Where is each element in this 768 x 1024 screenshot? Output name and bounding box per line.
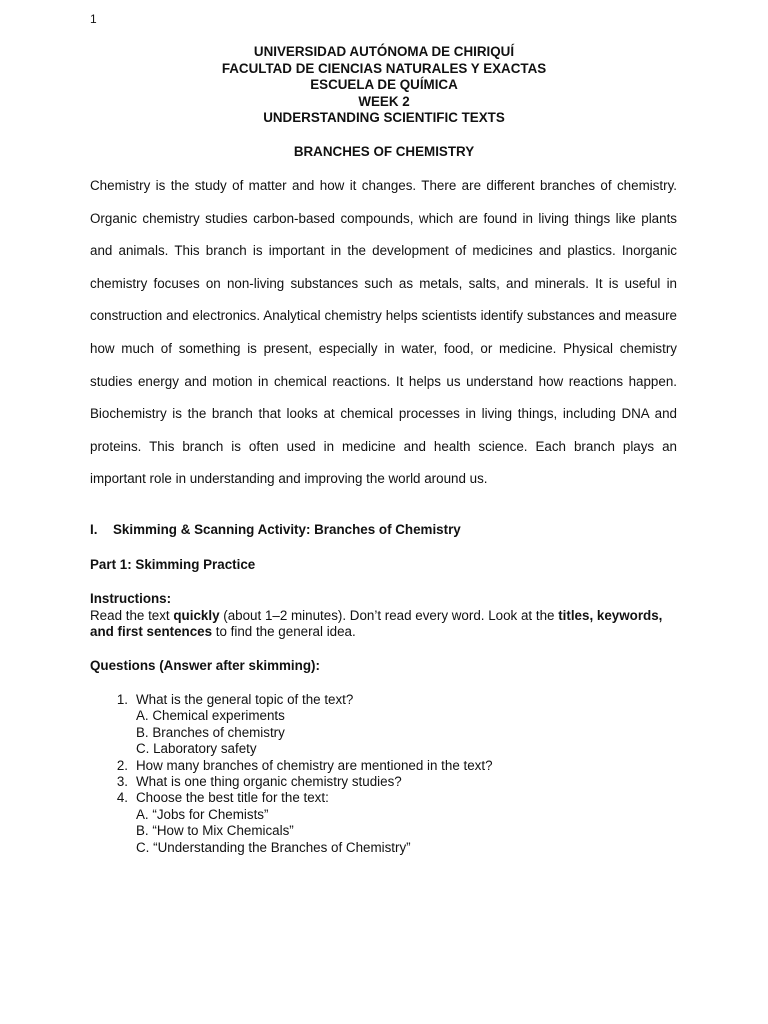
question-item	[90, 774, 493, 790]
instructions-bold-keywords: titles, keywords, and first sentences	[90, 607, 663, 640]
body-paragraph: Chemistry is the study of matter and how it changes. There are different branches of chemistry. Organic chemistry studies carbon-based compounds, which are found in living things like plants and animals. This branch is important in the development of medicines and plastics. Inorganic chemistry focuses on non-living substances such as metals, salts, and minerals. It is useful in construction and electronics. Analytical chemistry helps scientists identify substances and measure how much of something is present, especially in water, food, or medicine. Physical chemistry studies energy and motion in chemical reactions. It helps us understand how reactions happen. Biochemistry is the branch that looks at chemical processes in living things, including DNA and proteins. This branch is often used in medicine and health science. Each branch plays an important role in understanding and improving the world around us.	[90, 178, 677, 487]
activity-title: Skimming & Scanning Activity: Branches of Chemistry	[113, 522, 461, 537]
question-item	[90, 692, 493, 758]
activity-numeral: I.	[90, 522, 98, 537]
header-university: UNIVERSIDAD AUTÓNOMA DE CHIRIQUÍ	[253, 44, 515, 59]
instructions	[90, 591, 680, 641]
header-faculty: FACULTAD DE CIENCIAS NATURALES Y EXACTAS	[221, 60, 547, 76]
instructions-text-part: (about 1–2 minutes). Don’t read every word. Look at the	[219, 607, 559, 623]
question-number: 4.	[116, 790, 128, 806]
page-number: 1	[90, 12, 97, 26]
instructions-label: Instructions:	[90, 591, 172, 606]
question-number: 2.	[116, 757, 128, 773]
header-course: UNDERSTANDING SCIENTIFIC TEXTS	[263, 110, 505, 126]
section-title: BRANCHES OF CHEMISTRY	[293, 144, 475, 159]
question-option: A. Chemical experiments	[136, 708, 285, 724]
instructions-text-part: to find the general idea.	[212, 624, 356, 640]
question-text: What is one thing organic chemistry studies?	[136, 774, 402, 790]
questions-heading: Questions (Answer after skimming):	[90, 658, 320, 673]
question-number: 3.	[116, 774, 128, 790]
document-header	[0, 44, 768, 127]
part-heading: Part 1: Skimming Practice	[90, 557, 256, 572]
question-option: B. “How to Mix Chemicals”	[136, 823, 294, 839]
instructions-text	[90, 608, 680, 641]
question-list	[90, 692, 493, 856]
question-option: A. “Jobs for Chemists”	[136, 806, 269, 822]
header-school: ESCUELA DE QUÍMICA	[310, 77, 458, 93]
question-item	[90, 758, 493, 774]
activity-heading	[90, 522, 461, 537]
instructions-bold-quickly: quickly	[173, 607, 220, 623]
question-text: Choose the best title for the text:	[136, 790, 329, 806]
question-item	[90, 790, 493, 856]
question-option: C. “Understanding the Branches of Chemistry”	[136, 839, 411, 855]
question-text: How many branches of chemistry are mentioned in the text?	[136, 757, 493, 773]
question-number: 1.	[116, 692, 128, 707]
question-text: What is the general topic of the text?	[136, 692, 354, 707]
header-week: WEEK 2	[358, 93, 410, 109]
instructions-text-part: Read the text	[90, 607, 174, 623]
question-option: C. Laboratory safety	[136, 741, 257, 757]
question-option: B. Branches of chemistry	[136, 724, 285, 740]
